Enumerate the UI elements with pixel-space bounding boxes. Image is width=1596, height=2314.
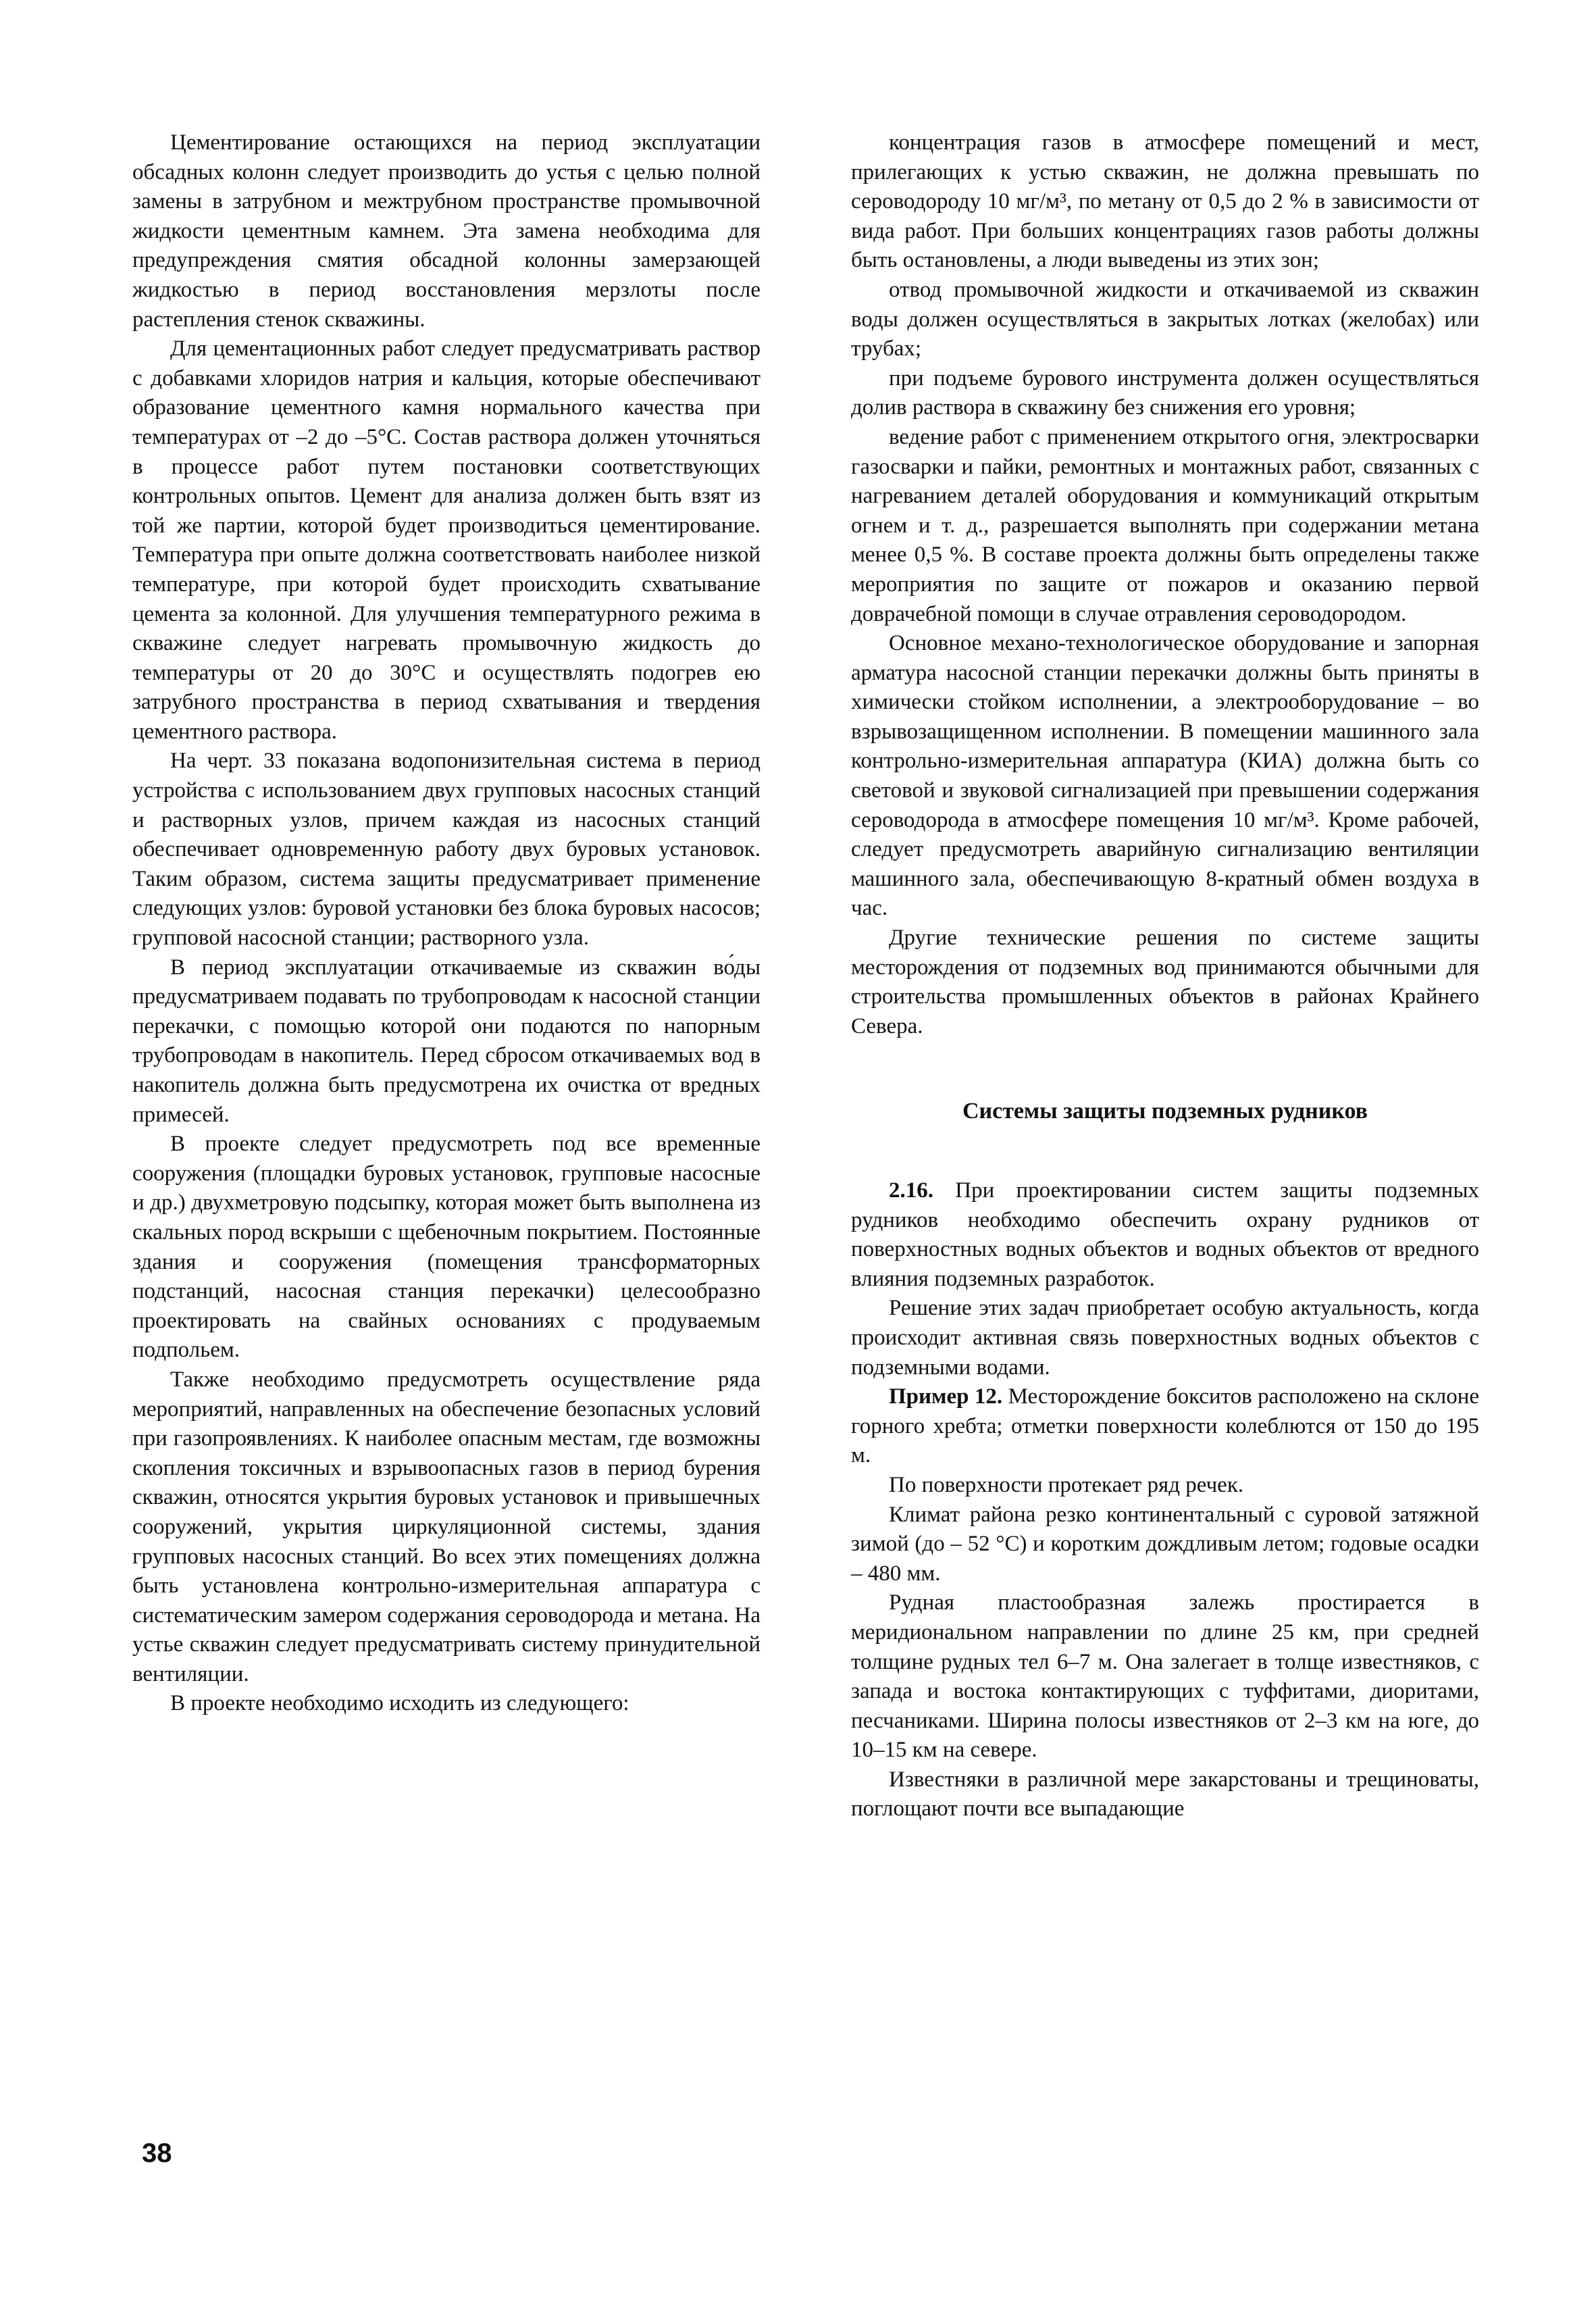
left-text-column: [132, 128, 761, 1719]
paragraph: Также необходимо предусмотреть осуществление ряда мероприятий, направленных на обеспечение безопасных условий при газопроявлениях. К наиболее опасным местам, где возможны скопления токсичных и взрывоопасных газов в период бурения скважин, относятся укрытия буровых установок и привышечных сооружений, укрытия циркуляционной системы, здания групповых насосных станций. Во всех этих помещениях должна быть установлена контрольно-измерительная аппаратура с систематическим замером содержания сероводорода и метана. На устье скважин следует предусматривать систему принудительной вентиляции.: [132, 1367, 761, 1686]
paragraph: Климат района резко континентальный с суровой затяжной зимой (до – 52 °С) и коротким дождливым летом; годовые осадки – 480 мм.: [851, 1502, 1479, 1586]
paragraph: ведение работ с применением открытого огня, электросварки газосварки и пайки, ремонтных и монтажных работ, связанных с нагреванием деталей оборудования и коммуникаций открытым огнем и т. д., разрешается выполнять при содержании метана менее 0,5 %. В составе проекта должны быть определены также мероприятия по защите от пожаров и оказанию первой доврачебной помощи в случае отравления сероводородом.: [851, 424, 1479, 626]
paragraph: Цементирование остающихся на период эксплуатации обсадных колонн следует производить до устья с целью полной замены в затрубном и межтрубном пространстве промывочной жидкости цементным камнем. Эта замена необходима для предупреждения смятия обсадной колонны замерзающей жидкостью в период восстановления мерзлоты после растепления стенок скважины.: [132, 130, 761, 332]
example-paragraph: [851, 1382, 1479, 1471]
page-number: 38: [142, 2138, 172, 2168]
example-text: Месторождение бокситов расположено на склоне горного хребта; отметки поверхности колеблются от 150 до 195 м.: [851, 1384, 1480, 1468]
paragraph: Известняки в различной мере закарстованы и трещиноваты, поглощают почти все выпадающие: [851, 1767, 1479, 1821]
paragraph: Основное механо-технологическое оборудование и запорная арматура насосной станции перекачки должны быть приняты в химически стойком исполнении, а электрооборудование – во взрывозащищенном исполнении. В помещении машинного зала контрольно-измерительная аппаратура (КИА) должна быть со световой и звуковой сигнализацией при превышении содержания сероводорода в атмосфере помещения 10 мг/м³. Кроме рабочей, следует предусмотреть аварийную сигнализацию вентиляции машинного зала, обеспечивающую 8-кратный обмен воздуха в час.: [851, 631, 1479, 921]
paragraph: По поверхности протекает ряд речек.: [889, 1472, 1244, 1497]
paragraph: В проекте следует предусмотреть под все временные сооружения (площадки буровых установок, групповые насосные и др.) двухметровую подсыпку, которая может быть выполнена из скальных пород вскрыши с щебеночным покрытием. Постоянные здания и сооружения (помещения трансформаторных подстанций, насосная станция перекачки) целесообразно проектировать на свайных основаниях с продуваемым подпольем.: [132, 1132, 761, 1363]
right-text-column: [851, 128, 1479, 1824]
paragraph: отвод промывочной жидкости и откачиваемой из скважин воды должен осуществляться в закрытых лотках (желобах) или трубах;: [851, 277, 1479, 361]
section-text: При проектировании систем защиты подземных рудников необходимо обеспечить охрану рудников от поверхностных водных объектов и водных объектов от вредного влияния подземных разработок.: [851, 1178, 1479, 1291]
section-paragraph: [851, 1176, 1479, 1294]
paragraph: Для цементационных работ следует предусматривать раствор с добавками хлоридов натрия и кальция, которые обеспечивают образование цементного камня нормального качества при температурах от –2 до –5°С. Состав раствора должен уточняться в процессе работ путем постановки соответствующих контрольных опытов. Цемент для анализа должен быть взят из той же партии, которой будет производиться цементирование. Температура при опыте должна соответствовать наиболее низкой температуре, при которой будет происходить схватывание цемента за колонной. Для улучшения температурного режима в скважине следует нагревать промывочную жидкость до температуры от 20 до 30°С и осуществлять подогрев ею затрубного пространства в период схватывания и твердения цементного раствора.: [132, 336, 761, 744]
paragraph: В проекте необходимо исходить из следующего:: [170, 1691, 629, 1716]
paragraph: Решение этих задач приобретает особую актуальность, когда происходит активная связь поверхностных водных объектов с подземными водами.: [851, 1296, 1479, 1380]
paragraph: На черт. 33 показана водопонизительная система в период устройства с использованием двух групповых насосных станций и растворных узлов, причем каждая из насосных станций обеспечивает одновременную работу двух буровых установок. Таким образом, система защиты предусматривает применение следующих узлов: буровой установки без блока буровых насосов; групповой насосной станции; растворного узла.: [132, 749, 761, 951]
paragraph: Рудная пластообразная залежь простирается в меридиональном направлении по длине 25 км, при средней толщине рудных тел 6–7 м. Она залегает в толще известняков, с запада и востока контактирующих с туффитами, диоритами, песчаниками. Ширина полосы известняков от 2–3 км на юге, до 10–15 км на севере.: [851, 1590, 1479, 1763]
paragraph: В период эксплуатации откачиваемые из скважин во́ды предусматриваем подавать по трубопроводам к насосной станции перекачки, с помощью которой они подаются по напорным трубопроводам в накопитель. Перед сбросом откачиваемых вод в накопитель должна быть предусмотрена их очистка от вредных примесей.: [132, 955, 761, 1127]
paragraph: при подъеме бурового инструмента должен осуществляться долив раствора в скважину без снижения его уровня;: [851, 366, 1479, 420]
section-number: 2.16.: [889, 1178, 933, 1203]
example-label: Пример 12.: [889, 1384, 1003, 1409]
section-heading: Системы защиты подземных рудников: [962, 1099, 1368, 1124]
paragraph: концентрация газов в атмосфере помещений и мест, прилегающих к устью скважин, не должна превышать по сероводороду 10 мг/м³, по метану от 0,5 до 2 % в зависимости от вида работ. При больших концентрациях газов работы должны быть остановлены, а люди выведены из этих зон;: [851, 130, 1479, 273]
paragraph: Другие технические решения по системе защиты месторождения от подземных вод принимаются обычными для строительства промышленных объектов в районах Крайнего Севера.: [851, 926, 1479, 1038]
